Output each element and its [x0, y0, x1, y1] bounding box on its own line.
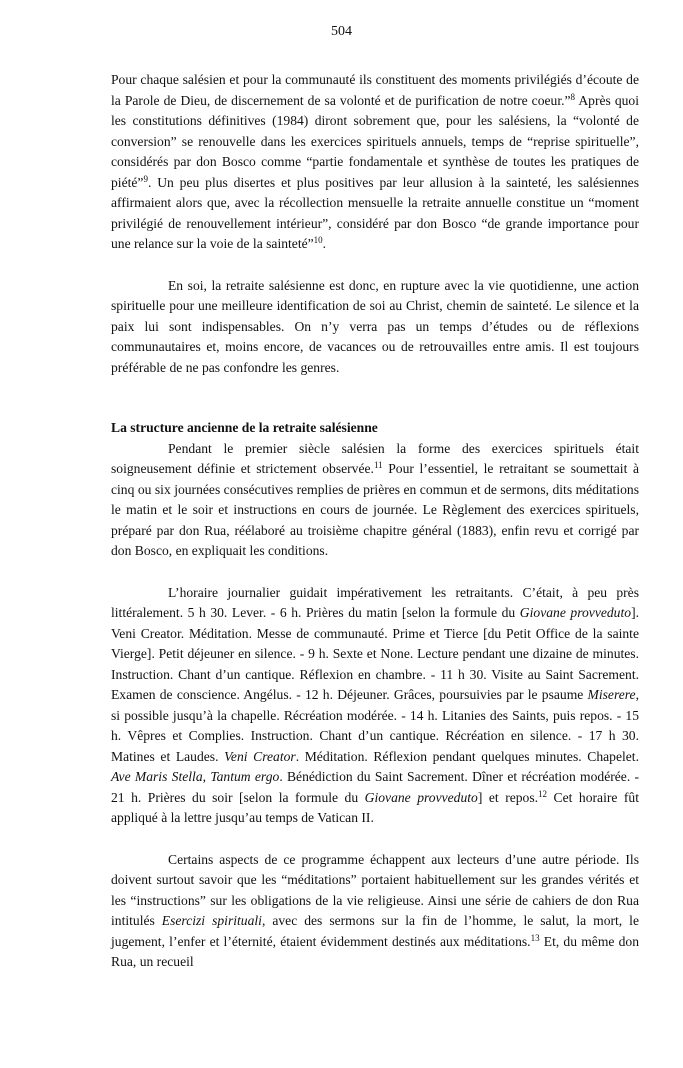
- text-run: Pour chaque salésien et pour la communauté ils constituent des moments privilégiés d’écoute de la Parole de Dieu, de discernement de sa volonté et de purification de notre coeur.”: [111, 72, 639, 108]
- text-run: ]. Veni Creator. Méditation. Messe de communauté. Prime et Tierce [du Petit Office de la sainte Vierge]. Petit déjeuner en silence. - 9 h. Sexte et None. Lecture pendant une dizaine de minutes. Instruction. Chant d’un cantique. Réflexion en chambre. - 11 h 30. Visite au Saint Sacrement. Examen de conscience. Angélus. - 12 h. Déjeuner. Grâces, poursuivies par le psaume: [111, 605, 639, 702]
- text-run: . Méditation. Réflexion pendant quelques minutes. Chapelet.: [295, 748, 639, 764]
- footnote-ref: 9: [143, 173, 148, 184]
- page-number: 504: [331, 24, 352, 39]
- paragraph-3: [111, 439, 639, 562]
- text-run: Et, du même don Rua, un recueil: [111, 933, 639, 969]
- italic-title: Tantum ergo: [210, 769, 280, 784]
- footnote-ref: 10: [313, 235, 323, 245]
- text-run: . Un peu plus disertes et plus positives par leur allusion à la sainteté, les salésiennes affirmaient alors que, avec la récollection mensuelle la retraite annuelle constitue un “moment privilégié de renouvellement intérieur”, considéré par don Bosco “de grande importance pour une relance sur la voie de la sainteté”: [111, 174, 639, 251]
- footnote-ref: 8: [570, 91, 576, 102]
- italic-title: Veni Creator: [224, 748, 296, 764]
- text-run: , si possible jusqu’à la chapelle. Récréation modérée. - 14 h. Litanies des Saints, puis repos. - 15 h. Vêpres et Complies. Instruction. Chant d’un cantique. Récréation en silence. - 17 h 30. Matines et Laudes.: [111, 687, 639, 764]
- italic-title: Giovane provveduto: [364, 789, 478, 805]
- text-run: Certains aspects de ce programme échappent aux lecteurs d’une autre période. Ils doivent surtout savoir que les “méditations” portaient habituellement sur les grandes vérités et les “instructions” sur les obligations de la vie religieuse. Ainsi une série de cahiers de don Rua intitulés: [111, 851, 639, 928]
- footnote-ref: 11: [373, 460, 383, 470]
- text-run: Après quoi les constitutions définitives (1984) diront sobrement que, pour les salésiens, la “volonté de conversion” se renouvelle dans les exercices spirituels annuels, temps de “reprise spirituelle”, considérés par don Bosco comme “partie fondamentale et synthèse de toutes les pratiques de piété”: [111, 92, 639, 190]
- body-text: [111, 70, 639, 973]
- text-run: Pour l’essentiel, le retraitant se soumettait à cinq ou six journées consécutives remplies de prières en commun et de sermons, dits méditations le matin et le soir et instructions en cours de journée. Le Règlement des exercices spirituels, préparé par don Rua, réélaboré au troisième chapitre général (1883), enfin revu et corrigé par don Bosco, en expliquait les conditions.: [111, 461, 639, 558]
- italic-title: Ave Maris Stella: [111, 769, 203, 784]
- paragraph-4: [111, 583, 639, 829]
- text-run: Pendant le premier siècle salésien la forme des exercices spirituels était soigneusement définie et strictement observée.: [111, 440, 639, 476]
- text-run: , avec des sermons sur la fin de l’homme, le salut, la mort, le jugement, l’enfer et l’éternité, étaient évidemment destinés aux méditations.: [111, 913, 639, 949]
- section-heading: La structure ancienne de la retraite salésienne: [111, 420, 378, 435]
- italic-title: Esercizi spirituali: [161, 913, 262, 928]
- italic-title: Miserere: [587, 687, 636, 702]
- text-run: ,: [202, 769, 211, 784]
- paragraph-2: En soi, la retraite salésienne est donc, en rupture avec la vie quotidienne, une action spirituelle pour une meilleure identification de soi au Christ, chemin de sainteté. Le silence et la paix lui sont indispensables. On n’y verra pas un temps d’études ou de réflexions communautaires et, moins encore, de vacances ou de retrouvailles entre amis. Il est toujours préférable de ne pas confondre les genres.: [111, 277, 639, 375]
- footnote-ref: 13: [530, 932, 540, 943]
- text-run: . Bénédiction du Saint Sacrement. Dîner et récréation modérée. - 21 h. Prières du soir [selon la formule du: [111, 769, 640, 805]
- paragraph-5: [111, 850, 639, 973]
- text-run: ] et repos.: [477, 789, 539, 805]
- italic-title: Giovane provveduto: [519, 605, 632, 620]
- text-run: .: [322, 236, 327, 251]
- paragraph-1: [111, 70, 639, 255]
- text-run: Cet horaire fût appliqué à la lettre jusqu’au temps de Vatican II.: [111, 789, 640, 825]
- footnote-ref: 12: [538, 788, 548, 799]
- text-run: L’horaire journalier guidait impérativement les retraitants. C’était, à peu près littéralement. 5 h 30. Lever. - 6 h. Prières du matin [selon la formule du: [111, 584, 639, 620]
